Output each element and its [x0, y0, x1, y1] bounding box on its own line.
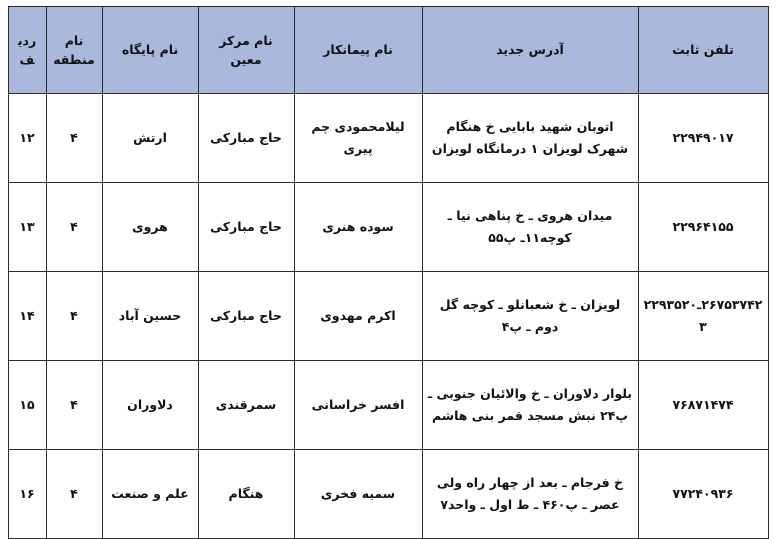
table-row	[8, 450, 768, 539]
cell-region: ۴	[46, 183, 102, 272]
column-header-row-number: ردیف	[8, 7, 46, 94]
cell-row-number: ۱۴	[8, 272, 46, 361]
table-row	[8, 94, 768, 183]
cell-station: دلاوران	[102, 361, 198, 450]
cell-contractor: لیلامحمودی چم پیری	[294, 94, 422, 183]
cell-center: هنگام	[198, 450, 294, 539]
cell-station: حسین آباد	[102, 272, 198, 361]
cell-address: بلوار دلاوران ـ خ والائیان جنوبی ـ پ۲۴ نبش مسجد قمر بنی هاشم	[422, 361, 638, 450]
table-row	[8, 361, 768, 450]
cell-region: ۴	[46, 450, 102, 539]
cell-contractor: افسر خراسانی	[294, 361, 422, 450]
column-header-tel: تلفن ثابت	[638, 7, 768, 94]
table-row	[8, 272, 768, 361]
cell-station: علم و صنعت	[102, 450, 198, 539]
stations-table	[8, 6, 769, 539]
cell-region: ۴	[46, 361, 102, 450]
cell-tel: ۷۶۸۷۱۴۷۴	[638, 361, 768, 450]
cell-tel: ۷۷۲۴۰۹۳۶	[638, 450, 768, 539]
cell-tel: ۲۲۹۴۹۰۱۷	[638, 94, 768, 183]
cell-row-number: ۱۶	[8, 450, 46, 539]
column-header-station: نام پایگاه	[102, 7, 198, 94]
cell-region: ۴	[46, 272, 102, 361]
table-header	[8, 7, 768, 94]
cell-center: حاج مبارکی	[198, 94, 294, 183]
cell-region: ۴	[46, 94, 102, 183]
cell-contractor: سوده هنری	[294, 183, 422, 272]
cell-tel: ۲۶۷۵۳۷۴۲ـ۲۲۹۳۵۲۰۳	[638, 272, 768, 361]
document-page	[0, 6, 776, 512]
cell-center: حاج مبارکی	[198, 183, 294, 272]
cell-tel: ۲۲۹۶۴۱۵۵	[638, 183, 768, 272]
cell-row-number: ۱۳	[8, 183, 46, 272]
cell-center: حاج مبارکی	[198, 272, 294, 361]
cell-station: هروی	[102, 183, 198, 272]
cell-address: اتوبان شهید بابایی خ هنگام شهرک لویزان ۱ درمانگاه لویزان	[422, 94, 638, 183]
column-header-contractor: نام پیمانکار	[294, 7, 422, 94]
cell-row-number: ۱۲	[8, 94, 46, 183]
cell-station: ارتش	[102, 94, 198, 183]
cell-row-number: ۱۵	[8, 361, 46, 450]
table-header-row	[8, 7, 768, 94]
table-body	[8, 94, 768, 539]
cell-address: لویزان ـ خ شعبانلو ـ کوچه گل دوم ـ پ۴	[422, 272, 638, 361]
cell-center: سمرقندی	[198, 361, 294, 450]
column-header-center: نام مرکز معین	[198, 7, 294, 94]
cell-address: خ فرجام ـ بعد از چهار راه ولی عصر ـ پ۴۶۰ ـ ط اول ـ واحد۷	[422, 450, 638, 539]
column-header-address: آدرس جدید	[422, 7, 638, 94]
cell-address: میدان هروی ـ خ پناهی نیا ـ کوچه۱۱ـ پ۵۵	[422, 183, 638, 272]
table-row	[8, 183, 768, 272]
cell-contractor: اکرم مهدوی	[294, 272, 422, 361]
cell-contractor: سمیه فخری	[294, 450, 422, 539]
column-header-region: نام منطقه	[46, 7, 102, 94]
